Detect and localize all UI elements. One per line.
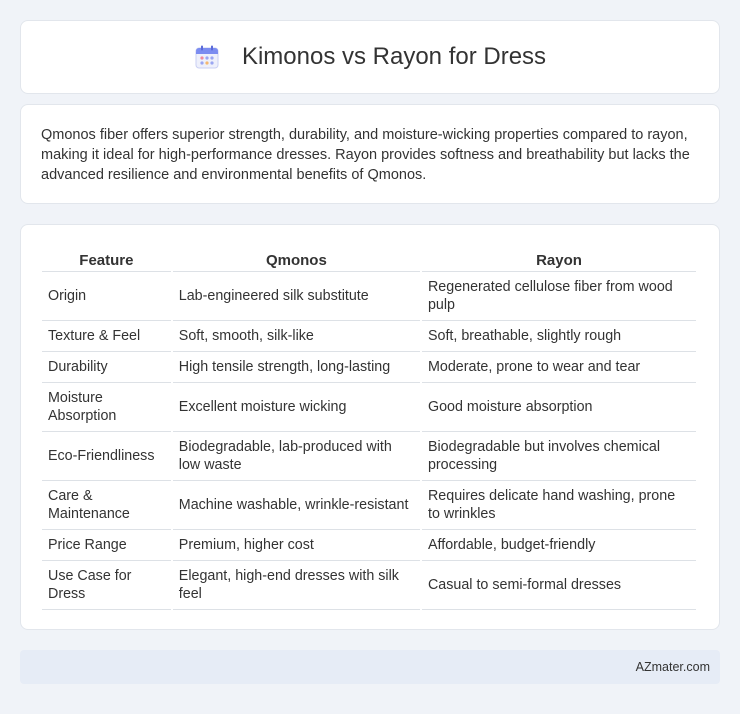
calendar-icon — [194, 44, 220, 70]
table-row — [42, 432, 696, 481]
rayon-cell: Regenerated cellulose fiber from wood pulp — [422, 272, 696, 321]
rayon-cell: Soft, breathable, slightly rough — [422, 321, 696, 352]
feature-cell: Use Case for Dress — [42, 561, 171, 610]
rayon-cell: Good moisture absorption — [422, 383, 696, 432]
page-title: Kimonos vs Rayon for Dress — [241, 43, 547, 70]
feature-cell: Moisture Absorption — [42, 383, 171, 432]
qmonos-cell: Machine washable, wrinkle-resistant — [173, 481, 420, 530]
qmonos-cell: Soft, smooth, silk-like — [173, 321, 420, 352]
rayon-cell: Moderate, prone to wear and tear — [422, 352, 696, 383]
rayon-cell: Affordable, budget-friendly — [422, 530, 696, 561]
table-row — [42, 352, 696, 383]
summary-card — [20, 104, 720, 204]
footer-brand[interactable]: AZmater.com — [635, 660, 710, 674]
column-header-rayon: Rayon — [422, 245, 696, 272]
table-row — [42, 561, 696, 610]
rayon-cell: Casual to semi-formal dresses — [422, 561, 696, 610]
table-row — [42, 530, 696, 561]
table-row — [42, 383, 696, 432]
rayon-cell: Requires delicate hand washing, prone to wrinkles — [422, 481, 696, 530]
feature-cell: Origin — [42, 272, 171, 321]
footer-bar — [20, 650, 720, 684]
qmonos-cell: Premium, higher cost — [173, 530, 420, 561]
feature-cell: Durability — [42, 352, 171, 383]
qmonos-cell: Elegant, high-end dresses with silk feel — [173, 561, 420, 610]
feature-cell: Care & Maintenance — [42, 481, 171, 530]
qmonos-cell: Biodegradable, lab-produced with low waste — [173, 432, 420, 481]
column-header-qmonos: Qmonos — [173, 245, 420, 272]
feature-cell: Texture & Feel — [42, 321, 171, 352]
feature-cell: Eco-Friendliness — [42, 432, 171, 481]
table-row — [42, 272, 696, 321]
title-card — [20, 20, 720, 94]
summary-text: Qmonos fiber offers superior strength, durability, and moisture-wicking properties compared to rayon, making it ideal for high-performance dresses. Rayon provides softness and breathability but lacks the advanced resilience and environmental benefits of Qmonos. — [41, 127, 690, 183]
comparison-card — [20, 224, 720, 630]
qmonos-cell: High tensile strength, long-lasting — [173, 352, 420, 383]
column-header-feature: Feature — [42, 245, 171, 272]
qmonos-cell: Excellent moisture wicking — [173, 383, 420, 432]
feature-cell: Price Range — [42, 530, 171, 561]
table-row — [42, 481, 696, 530]
table-header-row — [42, 245, 696, 272]
table-row — [42, 321, 696, 352]
qmonos-cell: Lab-engineered silk substitute — [173, 272, 420, 321]
rayon-cell: Biodegradable but involves chemical processing — [422, 432, 696, 481]
comparison-table — [40, 245, 698, 610]
